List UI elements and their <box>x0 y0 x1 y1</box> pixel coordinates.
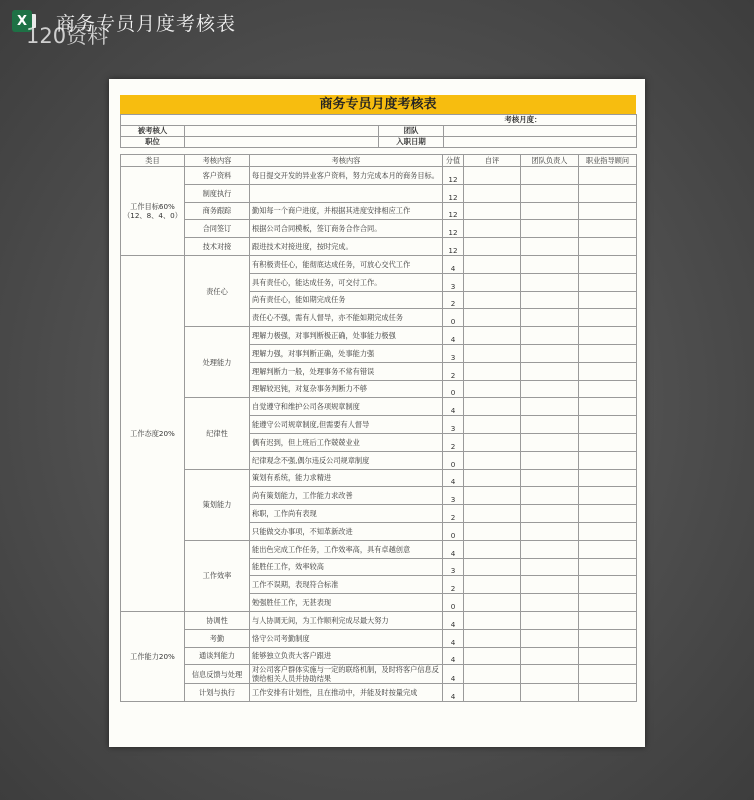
team-lead-cell[interactable] <box>521 255 579 273</box>
self-eval-cell[interactable] <box>464 309 521 327</box>
team-lead-cell[interactable] <box>521 665 579 684</box>
col-score: 分值 <box>443 155 464 167</box>
content-cell: 自觉遵守和维护公司各项规章制度 <box>250 398 443 416</box>
self-eval-cell[interactable] <box>464 684 521 702</box>
advisor-cell[interactable] <box>579 594 637 612</box>
team-lead-cell[interactable] <box>521 629 579 647</box>
self-eval-cell[interactable] <box>464 416 521 434</box>
content-cell <box>250 184 443 202</box>
content-cell: 理解力极强，对事判断极正确，处事能力极强 <box>250 327 443 345</box>
self-eval-cell[interactable] <box>464 594 521 612</box>
join-date-field[interactable] <box>444 137 637 148</box>
content-cell: 理解力强，对事判断正确，处事能力强 <box>250 344 443 362</box>
content-cell: 尚有责任心，能如期完成任务 <box>250 291 443 309</box>
score-cell: 2 <box>443 433 464 451</box>
join-date-label: 入职日期 <box>379 137 444 148</box>
content-cell: 能遵守公司规章制度,但需要有人督导 <box>250 416 443 434</box>
team-lead-cell[interactable] <box>521 684 579 702</box>
item-name: 客户资料 <box>185 167 250 185</box>
category-cell <box>121 255 185 611</box>
team-lead-cell[interactable] <box>521 522 579 540</box>
excel-icon: X <box>12 10 32 32</box>
table-header <box>121 155 637 167</box>
content-cell: 工作不误期，表现符合标准 <box>250 576 443 594</box>
content-cell: 偶有迟到，但上班后工作兢兢业业 <box>250 433 443 451</box>
category-cell <box>121 611 185 701</box>
score-cell: 4 <box>443 611 464 629</box>
advisor-cell[interactable] <box>579 398 637 416</box>
table-row <box>121 611 637 629</box>
col-item: 考核内容 <box>185 155 250 167</box>
table-row <box>121 540 637 558</box>
team-lead-cell[interactable] <box>521 540 579 558</box>
item-name: 合同签订 <box>185 220 250 238</box>
team-lead-cell[interactable] <box>521 558 579 576</box>
watermark: 120资料 <box>26 24 109 48</box>
score-cell: 2 <box>443 505 464 523</box>
category-label: 工作能力20% <box>130 652 175 662</box>
table-row <box>121 167 637 185</box>
item-name: 考勤 <box>185 629 250 647</box>
position-field[interactable] <box>185 137 379 148</box>
table-row <box>121 647 637 665</box>
content-cell: 具有责任心，能达成任务，可交付工作。 <box>250 273 443 291</box>
advisor-cell[interactable] <box>579 629 637 647</box>
self-eval-cell[interactable] <box>464 433 521 451</box>
item-name: 制度执行 <box>185 184 250 202</box>
team-lead-cell[interactable] <box>521 416 579 434</box>
self-eval-cell[interactable] <box>464 380 521 398</box>
item-name: 信息反馈与处理 <box>185 665 250 684</box>
score-cell: 0 <box>443 380 464 398</box>
table-row <box>121 184 637 202</box>
advisor-cell[interactable] <box>579 309 637 327</box>
content-cell: 能胜任工作，效率较高 <box>250 558 443 576</box>
team-lead-cell[interactable] <box>521 362 579 380</box>
score-cell: 2 <box>443 362 464 380</box>
appraisee-label: 被考核人 <box>121 126 185 137</box>
score-cell: 12 <box>443 202 464 220</box>
self-eval-cell[interactable] <box>464 665 521 684</box>
item-name: 商务跟踪 <box>185 202 250 220</box>
self-eval-cell[interactable] <box>464 273 521 291</box>
content-cell: 有积极责任心，能彻底达成任务，可放心交代工作 <box>250 255 443 273</box>
score-cell: 3 <box>443 344 464 362</box>
item-name: 责任心 <box>185 255 250 326</box>
content-cell: 每日提交开发的异业客户资料，努力完成本月的商务目标。 <box>250 167 443 185</box>
info-form <box>120 114 637 148</box>
self-eval-cell[interactable] <box>464 647 521 665</box>
advisor-cell[interactable] <box>579 487 637 505</box>
advisor-cell[interactable] <box>579 451 637 469</box>
score-cell: 0 <box>443 451 464 469</box>
advisor-cell[interactable] <box>579 505 637 523</box>
content-cell: 纪律观念不强,偶尔违反公司规章制度 <box>250 451 443 469</box>
team-lead-cell[interactable] <box>521 238 579 256</box>
team-lead-cell[interactable] <box>521 167 579 185</box>
score-cell: 4 <box>443 469 464 487</box>
item-name: 协调性 <box>185 611 250 629</box>
advisor-cell[interactable] <box>579 291 637 309</box>
item-name: 技术对接 <box>185 238 250 256</box>
advisor-cell[interactable] <box>579 611 637 629</box>
col-self: 自评 <box>464 155 521 167</box>
team-lead-cell[interactable] <box>521 487 579 505</box>
advisor-cell[interactable] <box>579 576 637 594</box>
team-lead-cell[interactable] <box>521 398 579 416</box>
content-cell: 只能做交办事项，不知革新改进 <box>250 522 443 540</box>
score-cell: 12 <box>443 238 464 256</box>
item-name: 纪律性 <box>185 398 250 469</box>
advisor-cell[interactable] <box>579 647 637 665</box>
self-eval-cell[interactable] <box>464 558 521 576</box>
team-lead-cell[interactable] <box>521 291 579 309</box>
team-lead-cell[interactable] <box>521 327 579 345</box>
advisor-cell[interactable] <box>579 273 637 291</box>
team-lead-cell[interactable] <box>521 220 579 238</box>
score-cell: 4 <box>443 255 464 273</box>
document-title: 商务专员月度考核表 <box>56 13 237 35</box>
position-label: 职位 <box>121 137 185 148</box>
self-eval-cell[interactable] <box>464 327 521 345</box>
self-eval-cell[interactable] <box>464 291 521 309</box>
score-cell: 3 <box>443 273 464 291</box>
score-cell: 3 <box>443 487 464 505</box>
item-name: 工作效率 <box>185 540 250 611</box>
self-eval-cell[interactable] <box>464 184 521 202</box>
advisor-cell[interactable] <box>579 558 637 576</box>
advisor-cell[interactable] <box>579 665 637 684</box>
category-cell <box>121 167 185 256</box>
score-cell: 4 <box>443 629 464 647</box>
advisor-cell[interactable] <box>579 416 637 434</box>
item-name: 计划与执行 <box>185 684 250 702</box>
table-row <box>121 469 637 487</box>
advisor-cell[interactable] <box>579 344 637 362</box>
team-label: 团队 <box>379 126 444 137</box>
self-eval-cell[interactable] <box>464 167 521 185</box>
advisor-cell[interactable] <box>579 238 637 256</box>
content-cell: 勤知每一个商户进度，并根据其进度安排相应工作 <box>250 202 443 220</box>
table-row <box>121 629 637 647</box>
content-cell: 理解判断力一般，处理事务不常有错误 <box>250 362 443 380</box>
team-lead-cell[interactable] <box>521 344 579 362</box>
score-cell: 3 <box>443 416 464 434</box>
self-eval-cell[interactable] <box>464 451 521 469</box>
self-eval-cell[interactable] <box>464 398 521 416</box>
team-lead-cell[interactable] <box>521 505 579 523</box>
score-cell: 4 <box>443 398 464 416</box>
content-cell: 跟进技术对接进度，按时完成。 <box>250 238 443 256</box>
score-cell: 4 <box>443 647 464 665</box>
score-cell: 12 <box>443 167 464 185</box>
advisor-cell[interactable] <box>579 202 637 220</box>
table-row <box>121 398 637 416</box>
table-row <box>121 238 637 256</box>
content-cell: 责任心不强，需有人督导，亦不能如期完成任务 <box>250 309 443 327</box>
category-label: 工作目标60% <box>130 201 175 211</box>
table-row <box>121 684 637 702</box>
content-cell: 能够独立负责大客户跟进 <box>250 647 443 665</box>
score-cell: 12 <box>443 184 464 202</box>
title-bar <box>0 0 754 46</box>
team-field[interactable] <box>444 126 637 137</box>
advisor-cell[interactable] <box>579 540 637 558</box>
self-eval-cell[interactable] <box>464 362 521 380</box>
team-lead-cell[interactable] <box>521 451 579 469</box>
score-cell: 2 <box>443 576 464 594</box>
self-eval-cell[interactable] <box>464 540 521 558</box>
team-lead-cell[interactable] <box>521 611 579 629</box>
score-cell: 2 <box>443 291 464 309</box>
self-eval-cell[interactable] <box>464 220 521 238</box>
item-name: 处理能力 <box>185 327 250 398</box>
score-cell: 0 <box>443 594 464 612</box>
content-cell: 与人协调无间，为工作顺利完成尽最大努力 <box>250 611 443 629</box>
advisor-cell[interactable] <box>579 522 637 540</box>
self-eval-cell[interactable] <box>464 469 521 487</box>
self-eval-cell[interactable] <box>464 202 521 220</box>
score-cell: 0 <box>443 522 464 540</box>
self-eval-cell[interactable] <box>464 629 521 647</box>
team-lead-cell[interactable] <box>521 380 579 398</box>
team-lead-cell[interactable] <box>521 576 579 594</box>
team-lead-cell[interactable] <box>521 469 579 487</box>
team-lead-cell[interactable] <box>521 647 579 665</box>
content-cell: 工作安排有计划性，且在推动中，并能及时按量完成 <box>250 684 443 702</box>
col-category: 类目 <box>121 155 185 167</box>
team-lead-cell[interactable] <box>521 433 579 451</box>
sheet-title: 商务专员月度考核表 <box>120 95 636 114</box>
item-name: 通谈判能力 <box>185 647 250 665</box>
score-cell: 4 <box>443 665 464 684</box>
content-cell: 恪守公司考勤制度 <box>250 629 443 647</box>
content-cell: 尚有策划能力，工作能力求改善 <box>250 487 443 505</box>
col-team-lead: 团队负责人 <box>521 155 579 167</box>
score-cell: 4 <box>443 540 464 558</box>
self-eval-cell[interactable] <box>464 344 521 362</box>
advisor-cell[interactable] <box>579 433 637 451</box>
assessment-table <box>120 154 637 702</box>
month-label: 考核月度： <box>121 115 637 126</box>
content-cell: 对公司客户群体实施与一定的联络机制，及时将客户信息反馈给相关人员并协助结果 <box>250 665 443 684</box>
self-eval-cell[interactable] <box>464 522 521 540</box>
team-lead-cell[interactable] <box>521 184 579 202</box>
content-cell: 策划有系统，能力求精进 <box>250 469 443 487</box>
advisor-cell[interactable] <box>579 469 637 487</box>
team-lead-cell[interactable] <box>521 202 579 220</box>
spreadsheet-page <box>109 79 645 747</box>
score-cell: 3 <box>443 558 464 576</box>
item-name: 策划能力 <box>185 469 250 540</box>
col-content: 考核内容 <box>250 155 443 167</box>
team-lead-cell[interactable] <box>521 273 579 291</box>
content-cell: 根据公司合同模板，签订商务合作合同。 <box>250 220 443 238</box>
advisor-cell[interactable] <box>579 255 637 273</box>
self-eval-cell[interactable] <box>464 487 521 505</box>
content-cell: 能出色完成工作任务，工作效率高，具有卓越创意 <box>250 540 443 558</box>
score-cell: 0 <box>443 309 464 327</box>
score-cell: 4 <box>443 684 464 702</box>
advisor-cell[interactable] <box>579 362 637 380</box>
self-eval-cell[interactable] <box>464 611 521 629</box>
score-cell: 12 <box>443 220 464 238</box>
col-advisor: 职业指导顾问 <box>579 155 637 167</box>
self-eval-cell[interactable] <box>464 505 521 523</box>
table-row <box>121 202 637 220</box>
table-row <box>121 665 637 684</box>
table-row <box>121 255 637 273</box>
category-label: 工作态度20% <box>130 428 175 438</box>
self-eval-cell[interactable] <box>464 255 521 273</box>
content-cell: 理解较迟钝，对复杂事务判断力不够 <box>250 380 443 398</box>
content-cell: 称职，工作尚有表现 <box>250 505 443 523</box>
self-eval-cell[interactable] <box>464 238 521 256</box>
advisor-cell[interactable] <box>579 167 637 185</box>
appraisee-field[interactable] <box>185 126 379 137</box>
advisor-cell[interactable] <box>579 380 637 398</box>
category-note: （12、8、4、0） <box>123 210 182 220</box>
self-eval-cell[interactable] <box>464 576 521 594</box>
team-lead-cell[interactable] <box>521 309 579 327</box>
team-lead-cell[interactable] <box>521 594 579 612</box>
table-row <box>121 327 637 345</box>
table-row <box>121 220 637 238</box>
advisor-cell[interactable] <box>579 327 637 345</box>
content-cell: 勉强胜任工作，无甚表现 <box>250 594 443 612</box>
score-cell: 4 <box>443 327 464 345</box>
advisor-cell[interactable] <box>579 184 637 202</box>
advisor-cell[interactable] <box>579 684 637 702</box>
advisor-cell[interactable] <box>579 220 637 238</box>
